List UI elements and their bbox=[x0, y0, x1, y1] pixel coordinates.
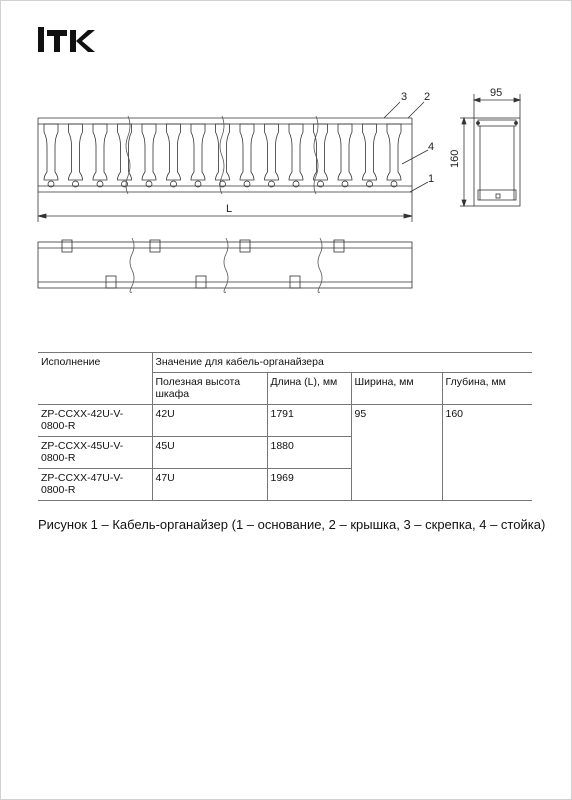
callout-4: 4 bbox=[428, 141, 435, 153]
row-height: 45U bbox=[152, 437, 267, 469]
organizer-finger bbox=[191, 124, 205, 180]
col-header-length: Длина (L), мм bbox=[267, 373, 351, 405]
organizer-finger bbox=[167, 124, 181, 180]
organizer-finger bbox=[289, 124, 303, 180]
row-model: ZP-CCXX-47U-V-0800-R bbox=[38, 469, 152, 501]
row-height: 47U bbox=[152, 469, 267, 501]
figure-caption: Рисунок 1 – Кабель-органайзер (1 – основание, 2 – крышка, 3 – скрепка, 4 – стойка) bbox=[38, 517, 546, 532]
length-label: L bbox=[226, 203, 233, 215]
row-length: 1791 bbox=[267, 405, 351, 437]
row-model: ZP-CCXX-45U-V-0800-R bbox=[38, 437, 152, 469]
header-values: Значение для кабель-органайзера bbox=[152, 353, 532, 373]
itk-logo bbox=[38, 27, 96, 53]
organizer-finger bbox=[69, 124, 83, 180]
organizer-finger bbox=[363, 124, 377, 180]
organizer-side-view bbox=[460, 94, 520, 206]
table-row bbox=[38, 405, 532, 437]
depth-value: 160 bbox=[442, 405, 532, 501]
width-label: 95 bbox=[490, 87, 503, 99]
row-length: 1969 bbox=[267, 469, 351, 501]
organizer-finger bbox=[44, 124, 58, 180]
organizer-finger bbox=[338, 124, 352, 180]
organizer-finger bbox=[265, 124, 279, 180]
spec-table bbox=[38, 352, 532, 501]
row-model: ZP-CCXX-42U-V-0800-R bbox=[38, 405, 152, 437]
organizer-cover-view bbox=[38, 238, 412, 292]
callout-2: 2 bbox=[424, 91, 431, 103]
callout-1: 1 bbox=[428, 173, 435, 185]
col-header-height: Полезная высота шкафа bbox=[152, 373, 267, 405]
technical-drawing bbox=[0, 80, 572, 300]
height-label: 160 bbox=[449, 149, 461, 168]
row-length: 1880 bbox=[267, 437, 351, 469]
width-value: 95 bbox=[351, 405, 442, 501]
col-header-depth: Глубина, мм bbox=[442, 373, 532, 405]
col-header-width: Ширина, мм bbox=[351, 373, 442, 405]
organizer-front-view bbox=[38, 116, 412, 194]
row-height: 42U bbox=[152, 405, 267, 437]
organizer-finger bbox=[314, 124, 328, 180]
organizer-finger bbox=[387, 124, 401, 180]
callout-3: 3 bbox=[401, 91, 408, 103]
organizer-finger bbox=[216, 124, 230, 180]
header-variant: Исполнение bbox=[38, 353, 152, 405]
organizer-finger bbox=[240, 124, 254, 180]
organizer-finger bbox=[93, 124, 107, 180]
organizer-finger bbox=[142, 124, 156, 180]
